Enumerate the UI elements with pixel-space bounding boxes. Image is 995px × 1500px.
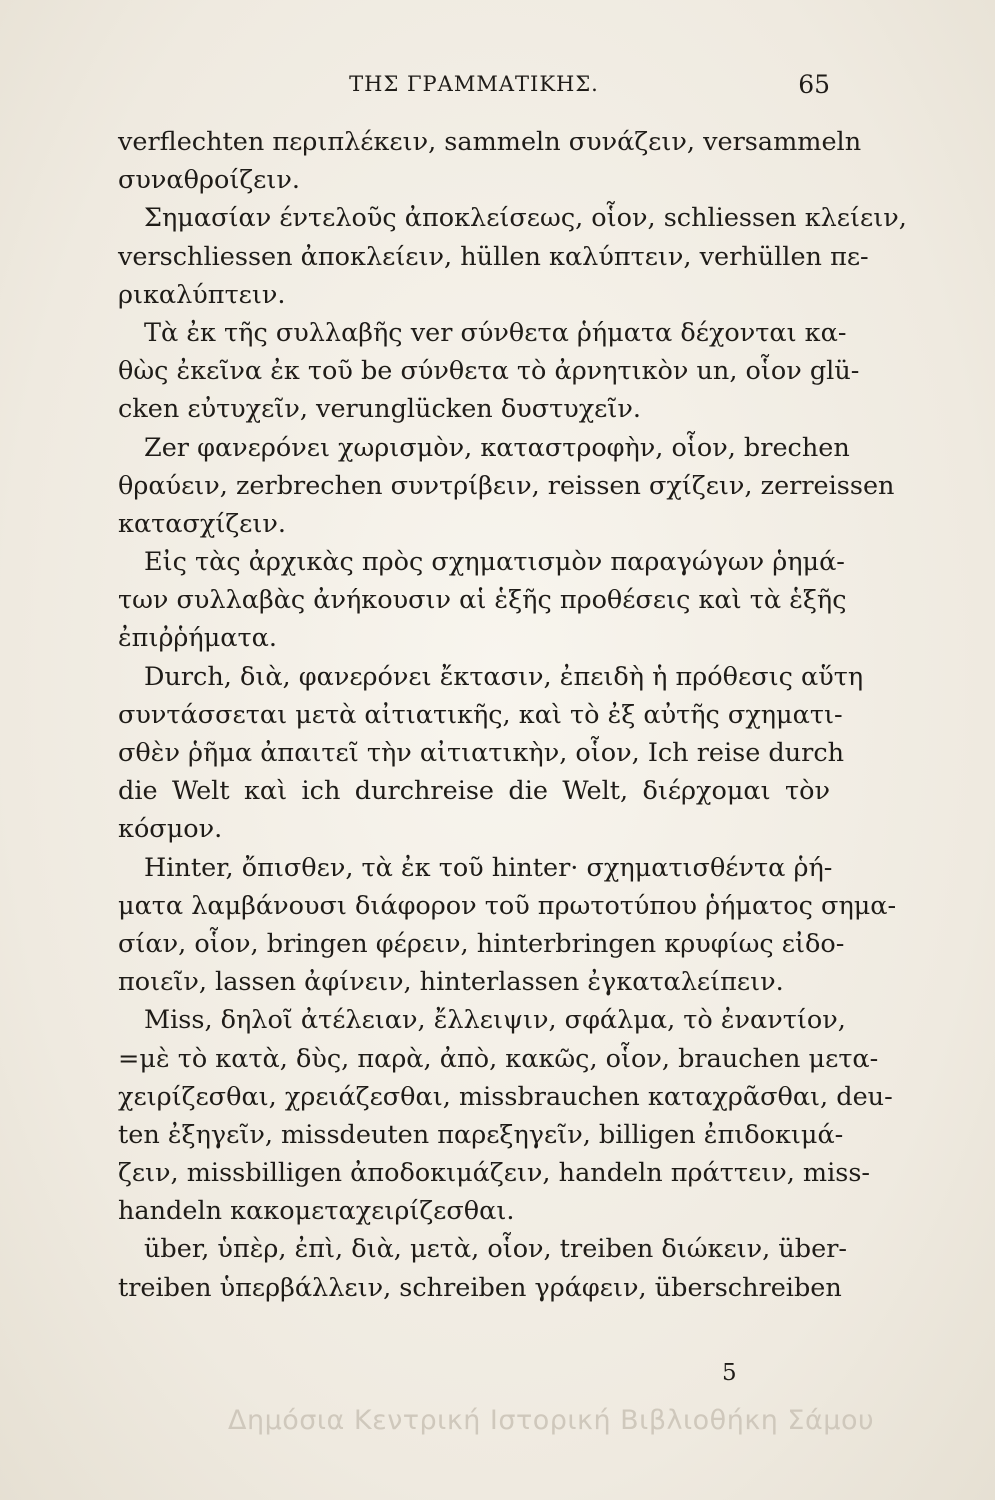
running-head: ΤΗΣ ΓΡΑΜΜΑΤΙΚΗΣ. [349,72,599,96]
page-header [118,70,830,110]
body-text [118,123,907,1307]
text-line: treiben ὑπερβάλλειν, schreiben γράφειν, überschreiben [118,1272,842,1303]
text-line: ρικαλύπτειν. [118,279,286,310]
text-line: θραύειν, zerbrechen συντρίβειν, reissen σχίζειν, zerreissen [118,470,895,501]
text-line: Miss, δηλοῖ ἀτέλειαν, ἔλλειψιν, σφάλμα, τὸ ἐναντίον, [144,1005,846,1036]
text-line: Σημασίαν έντελοῦς ἀποκλείσεως, οἷον, schliessen κλείειν, [144,203,907,234]
text-line: των συλλαβὰς ἀνήκουσιν αἱ ἑξῆς προθέσεις καὶ τὰ ἑξῆς [118,585,847,616]
library-watermark: Δημόσια Κεντρική Ιστορική Βιβλιοθήκη Σάμου [228,1405,875,1436]
text-line: Zer φανερόνει χωρισμὸν, καταστροφὴν, οἷον, brechen [144,432,850,463]
text-line: σθὲν ῥῆμα ἀπαιτεῖ τὴν αἰτιατικὴν, οἷον, Ich reise durch [118,738,845,768]
text-line: =μὲ τὸ κατὰ, δὺς, παρὰ, ἀπὸ, κακῶς, οἷον, brauchen μετα- [118,1043,879,1074]
signature-mark: 5 [722,1360,737,1386]
text-line: θὼς ἐκεῖνα ἐκ τοῦ be σύνθετα τὸ ἀρνητικὸν un, οἷον glü- [118,356,860,387]
text-line: cken εὐτυχεῖν, verunglücken δυστυχεῖν. [118,394,641,425]
text-line: verflechten περιπλέκειν, sammeln συνάζειν, versammeln [118,127,862,157]
text-line: ζειν, missbilligen ἀποδοκιμάζειν, handeln πράττειν, miss- [118,1158,871,1189]
text-line: ten ἐξηγεῖν, missdeuten παρεξηγεῖν, billigen ἐπιδοκιμά- [118,1119,844,1150]
text-line: Hinter, ὄπισθεν, τὰ ἐκ τοῦ hinter· σχηματισθέντα ῥή- [144,852,833,883]
text-line: die Welt καὶ ich durchreise die Welt, διέρχομαι τὸν [118,776,830,807]
text-line: ἐπιῤῥήματα. [118,623,277,654]
text-line: ποιεῖν, lassen ἀφίνειν, hinterlassen ἐγκαταλείπειν. [118,967,784,998]
text-line: handeln κακομεταχειρίζεσθαι. [118,1196,515,1227]
text-line: κόσμον. [118,814,223,845]
text-line: συναθροίζειν. [118,165,300,196]
text-line: συντάσσεται μετὰ αἰτιατικῆς, καὶ τὸ ἐξ αὐτῆς σχηματι- [118,699,843,730]
text-line: über, ὑπὲρ, ἐπὶ, διὰ, μετὰ, οἷον, treiben διώκειν, über- [144,1234,848,1265]
text-line: verschliessen ἀποκλείειν, hüllen καλύπτειν, verhüllen πε- [118,241,869,272]
text-line: κατασχίζειν. [118,508,286,539]
text-line: Εἰς τὰς ἀρχικὰς πρὸς σχηματισμὸν παραγώγων ῥημά- [144,547,845,578]
text-line: Τὰ ἐκ τῆς συλλαβῆς ver σύνθετα ῥήματα δέχονται κα- [144,317,847,348]
page-number: 65 [798,70,830,99]
text-line: σίαν, οἷον, bringen φέρειν, hinterbringen κρυφίως εἰδο- [118,928,845,959]
text-line: ματα λαμβάνουσι διάφορον τοῦ πρωτοτύπου ῥήματος σημα- [118,890,897,921]
text-line: Durch, διὰ, φανερόνει ἔκτασιν, ἐπειδὴ ἡ πρόθεσις αὕτη [144,661,864,692]
text-line: χειρίζεσθαι, χρειάζεσθαι, missbrauchen καταχρᾶσθαι, deu- [118,1081,893,1112]
